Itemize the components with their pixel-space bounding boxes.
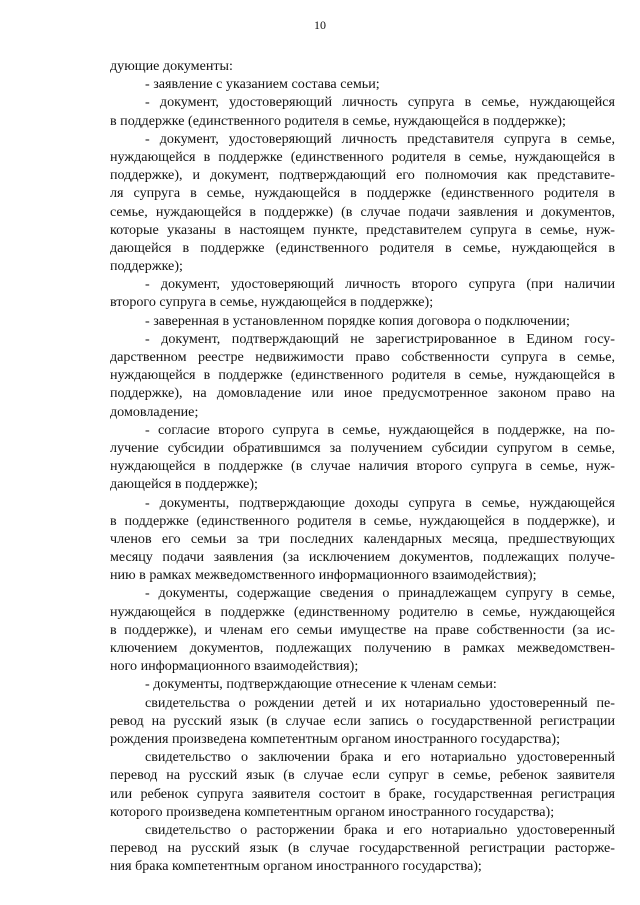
text-line: - документ, подтверждающий не зарегистрированное в Едином госу- <box>145 330 615 347</box>
text-line: нию в рамках межведомственного информационного взаимодействия); <box>110 567 537 584</box>
text-line: - документ, удостоверяющий личность второго супруга (при наличии <box>145 276 615 293</box>
text-line: которые указаны в настоящем пункте, представителем супруга в семье, нуж- <box>110 221 615 238</box>
text-line: месяцу подачи заявления (за исключением документов, подлежащих получе- <box>110 549 615 566</box>
text-line: поддержке), и документ, подтверждающий его полномочия как представите- <box>110 167 615 184</box>
text-line: дающейся в поддержке); <box>110 476 258 493</box>
text-line: лучение субсидии обратившимся за получением субсидии супругом в семье, <box>110 439 615 456</box>
text-line: второго супруга в семье, нуждающейся в поддержке); <box>110 294 434 311</box>
text-line: членов его семьи за три последних календарных месяца, предшествующих <box>110 530 615 547</box>
text-line: - заверенная в установленном порядке копия договора о подключении; <box>145 312 570 329</box>
text-line: - документы, подтверждающие доходы супруга в семье, нуждающейся <box>145 494 615 511</box>
text-line: дарственном реестре недвижимости право собственности супруга в семье, <box>110 349 615 365</box>
text-line: свидетельство о заключении брака и его нотариально удостоверенный <box>145 749 615 766</box>
text-line: дающейся в поддержке (единственного родителя в семье, нуждающейся в <box>110 239 615 256</box>
text-line: рождения произведена компетентным органом иностранного государства); <box>110 730 561 747</box>
text-line: - согласие второго супруга в семье, нуждающейся в поддержке, на по- <box>145 421 615 438</box>
text-line: перевод на русский язык (в случае если супруг в семье, ребенок заявителя <box>110 767 615 784</box>
text-line: - документы, содержащие сведения о принадлежащем супругу в семье, <box>145 585 615 602</box>
text-line: - документ, удостоверяющий личность супруга в семье, нуждающейся <box>145 94 615 111</box>
text-line: домовладение; <box>110 403 199 420</box>
text-line: нуждающейся в поддержке (единственному родителю в семье, нуждающейся <box>110 603 615 620</box>
text-line: ревод на русский язык (в случае если запись о государственной регистрации <box>110 712 615 729</box>
text-line: - заявление с указанием состава семьи; <box>145 76 380 93</box>
text-line: поддержке); <box>110 258 183 275</box>
text-line: перевод на русский язык (в случае государственной регистрации расторже- <box>110 840 615 857</box>
text-line: или ребенок супруга заявителя состоит в браке, государственная регистрация <box>110 785 615 802</box>
text-line: поддержке), на домовладение или иное предусмотренное законом право на <box>110 385 615 402</box>
text-line: которого произведена компетентным органом иностранного государства); <box>110 803 555 820</box>
text-line: в поддержке (единственного родителя в семье, нуждающейся в поддержке); <box>110 112 566 129</box>
document-body <box>110 57 615 875</box>
text-line: - документ, удостоверяющий личность представителя супруга в семье, <box>145 130 615 147</box>
text-line: дующие документы: <box>110 58 233 74</box>
text-line: нуждающейся в поддержке (единственного родителя в семье, нуждающейся в <box>110 148 615 165</box>
text-line: свидетельство о расторжении брака и его нотариально удостоверенный <box>145 821 615 838</box>
text-line: свидетельства о рождении детей и их нотариально удостоверенный пе- <box>145 694 615 711</box>
text-line: в поддержке), и членам его семьи имуществе на праве собственности (за ис- <box>110 621 615 638</box>
text-line: - документы, подтверждающие отнесение к членам семьи: <box>145 676 497 693</box>
text-line: ния брака компетентным органом иностранного государства); <box>110 858 482 875</box>
text-line: нуждающейся в поддержке (единственного родителя в семье, нуждающейся в <box>110 367 615 384</box>
page-number: 10 <box>314 18 326 32</box>
text-line: семье, нуждающейся в поддержке) (в случае подачи заявления и документов, <box>110 203 615 220</box>
text-line: ного информационного взаимодействия); <box>110 658 359 675</box>
text-line: ля супруга в семье, нуждающейся в поддержке (единственного родителя в <box>110 185 615 202</box>
text-line: нуждающейся в поддержке (в случае наличия второго супруга в семье, нуж- <box>110 458 615 475</box>
text-line: ключением документов, подлежащих получению в рамках межведомствен- <box>110 640 615 656</box>
text-line: в поддержке (единственного родителя в семье, нуждающейся в поддержке), и <box>110 512 615 529</box>
